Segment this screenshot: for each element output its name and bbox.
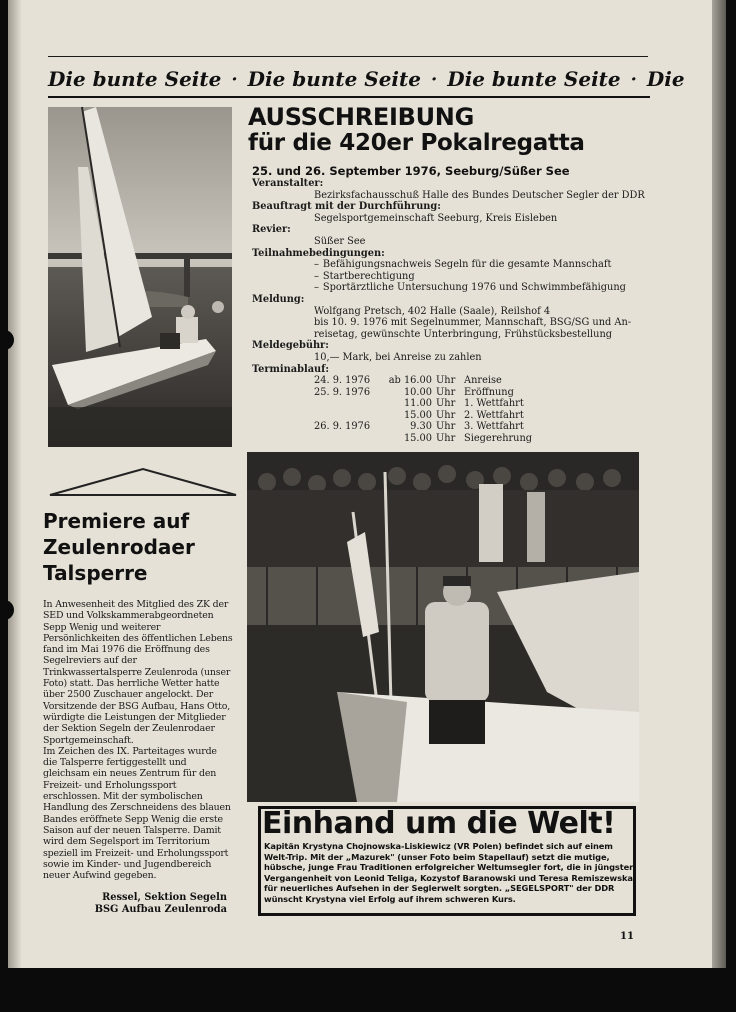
announcement-title [248,104,648,156]
schedule-unit: Uhr [436,421,456,433]
header-bottom-rule [48,96,650,98]
title-line-1: AUSSCHREIBUNG [248,103,474,131]
schedule-event: 1. Wettfahrt [464,398,524,410]
beauftragt-label: Beauftragt mit der Durchführung: [252,201,441,213]
book-edge [712,0,726,968]
schedule-date: 24. 9. 1976 [314,375,371,387]
schedule-time: 9.30 [410,421,432,433]
schedule-time: 10.00 [403,386,432,398]
list-item: – Sportärztliche Untersuchung 1976 und Schwimmbefähigung [314,282,626,294]
header-segment: Die bunte Seite [447,67,621,91]
header-separator-icon: · [630,68,637,90]
schedule-unit: Uhr [436,398,456,410]
revier-value: Süßer See [314,235,366,247]
einhand-title: Einhand um die Welt! [262,806,616,841]
schedule-event: 3. Wettfahrt [464,421,524,433]
meldung-label: Meldung: [252,293,305,305]
article-paragraph: Im Zeichen des IX. Parteitages wurde die Talsperre fertiggestellt und gleichsam ein neues Zentrum für den Freizeit- und Erholungssport erschlossen. Mit der symbolischen Handlung des Zerschneidens des blauen Bandes eröffnete Sepp Wenig die erste Saison auf der neuen Talsperre. Damit wird dem Segelsport im Territorium speziell im Freizeit- und Erholungssport sowie im Kinder- und Jugendbereich neuer Aufwind gegeben. [43,745,231,882]
premiere-title [43,508,243,586]
schedule-event: Eröffnung [464,386,514,398]
header-separator-icon: · [231,68,238,90]
signature-line: BSG Aufbau Zeulenroda [94,904,227,915]
schedule-time: 11.00 [403,398,432,410]
page-number: 11 [620,931,634,942]
header-segment: Die bunte Seite [48,67,222,91]
meldegebuehr-label: Meldegebühr: [252,340,329,352]
yacht-launch-photo [247,452,639,802]
terminablauf-label: Terminablauf: [252,363,329,375]
meldung-line: Wolfgang Pretsch, 402 Halle (Saale), Reilshof 4 [314,305,551,317]
revier-label: Revier: [252,224,291,236]
header-separator-icon: · [431,68,438,90]
article-signature [43,892,227,916]
schedule-unit: Uhr [436,386,456,398]
schedule-date [314,410,380,422]
schedule-unit: Uhr [436,433,456,445]
premiere-title-line: Zeulenrodaer [43,535,195,559]
schedule-time: ab 16.00 [388,375,432,387]
schedule-event: Siegerehrung [464,433,533,445]
article-paragraph: In Anwesenheit des Mitglied des ZK der SED und Volkskammerabgeordneten Sepp Wenig und weiterer Persönlichkeiten des öffentlichen Lebens fand im Mai 1976 die Eröffnung des Segelreviers auf der Trinkwassertalsperre Zeulenroda (unser Foto) statt. Das herrliche Wetter hatte über 2500 Zuschauer angelockt. Der Vorsitzende der BSG Aufbau, Hans Otto, würdigte die Leistungen der Mitglieder der Sektion Segeln der Zeulenrodaer Sportgemeinschaft. [43,599,233,746]
schedule-unit: Uhr [436,375,456,387]
header-segment: Die bunte Seite [247,67,421,91]
schedule-date: 25. 9. 1976 [314,386,371,398]
schedule-date: 26. 9. 1976 [314,421,371,433]
schedule-date [314,433,380,445]
title-line-2: für die 420er Pokalregatta [248,130,585,156]
einhand-article: Kapitän Krystyna Chojnowska-Liskiewicz (VR Polen) befindet sich auf einem Welt-Trip. Mit der „Mazurek" (unser Foto beim Stapellauf) setzt die mutige, hübsche, junge Frau Traditionen erfolgreicher Weltumsegler fort, die in jüngster Vergangenheit von Leonid Teliga, Kozystof Baranowski und Teresa Remiszewska für neuerliches Aufsehen in der Seglerwelt sorgten. „SEGELSPORT" der DDR wünscht Krystyna viel Erfolg auf ihrem schweren Kurs. [264,841,634,904]
meldung-line: reisetag, gewünschte Unterbringung, Frühstücksbestellung [314,328,613,340]
announcement-details [252,178,652,445]
premiere-title-line: Premiere auf [43,509,190,533]
triangle-ornament-icon [48,467,238,497]
premiere-article [43,599,233,881]
schedule-unit: Uhr [436,409,456,421]
veranstalter-label: Veranstalter: [252,178,324,189]
meldegebuehr-value: 10,— Mark, bei Anreise zu zahlen [314,351,482,363]
signature-line: Ressel, Sektion Segeln [102,892,227,903]
beauftragt-value: Segelsportgemeinschaft Seeburg, Kreis Eisleben [314,212,558,224]
list-item: – Startberechtigung [314,270,415,282]
page-gutter-shadow [8,0,22,968]
schedule-table [252,375,652,445]
header-segment: Die [646,67,685,91]
meldung-line: bis 10. 9. 1976 mit Segelnummer, Mannschaft, BSG/SG und An- [314,317,632,329]
schedule-time: 15.00 [403,433,432,445]
header-top-rule [48,56,648,57]
premiere-title-line: Talsperre [43,561,148,585]
list-item: – Befähigungsnachweis Segeln für die gesamte Mannschaft [314,259,612,271]
schedule-date [314,398,380,410]
schedule-time: 15.00 [403,409,432,421]
event-dateline: 25. und 26. September 1976, Seeburg/Süßer See [252,164,570,178]
sailboat-photo [48,107,232,447]
teilnahme-label: Teilnahmebedingungen: [252,247,385,259]
section-header [48,64,685,94]
veranstalter-value: Bezirksfachausschuß Halle des Bundes Deutscher Segler der DDR [314,189,645,201]
schedule-event: Anreise [464,375,502,387]
schedule-event: 2. Wettfahrt [464,409,524,421]
